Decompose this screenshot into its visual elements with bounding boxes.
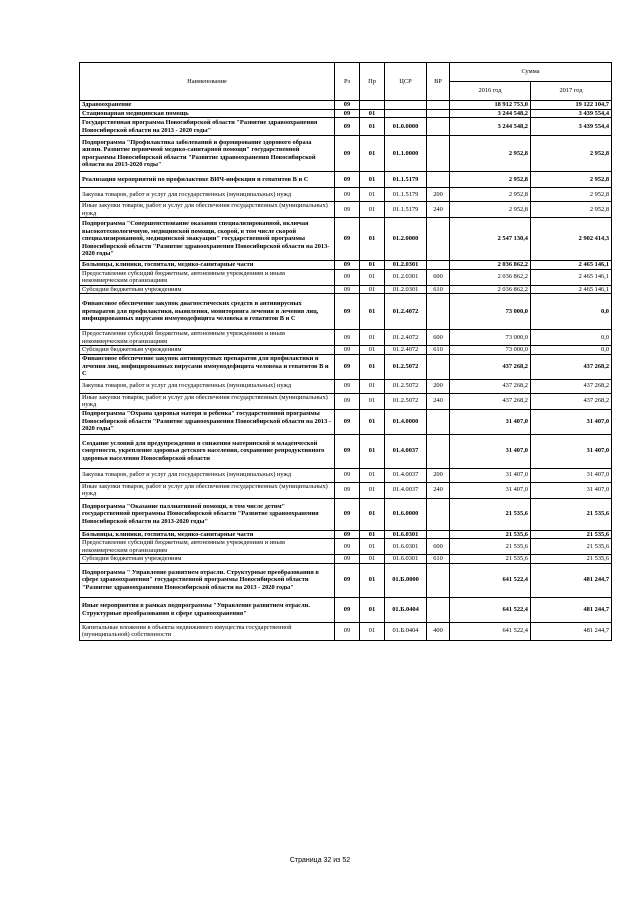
row-csr: 01.4.0037 xyxy=(385,482,427,498)
row-name: Больницы, клиники, госпитали, медико-санитарные части xyxy=(80,530,335,539)
row-value-2016: 2 036 862,2 xyxy=(450,269,531,285)
row-name: Государственная программа Новосибирской области "Развитие здравоохранения Новосибирской области на 2013 - 2020 годы" xyxy=(80,118,335,136)
row-value-2016: 641 522,4 xyxy=(450,563,531,597)
row-rz: 09 xyxy=(335,555,360,564)
row-csr: 01.2.4072 xyxy=(385,330,427,346)
row-vr xyxy=(427,109,450,118)
row-name: Предоставление субсидий бюджетным, автономным учреждениям и иным некоммерческим организациям xyxy=(80,330,335,346)
row-value-2017: 3 439 554,4 xyxy=(531,109,612,118)
row-value-2017: 0,0 xyxy=(531,330,612,346)
row-name: Иные закупки товаров, работ и услуг для обеспечения государственных (муниципальных) нужд xyxy=(80,202,335,218)
row-vr: 240 xyxy=(427,482,450,498)
row-rz: 09 xyxy=(335,409,360,434)
row-rz: 09 xyxy=(335,346,360,355)
header-pr: Пр xyxy=(360,63,385,101)
row-csr: 01.Б.0000 xyxy=(385,563,427,597)
row-vr xyxy=(427,172,450,188)
row-vr: 200 xyxy=(427,188,450,202)
row-csr: 01.6.0301 xyxy=(385,555,427,564)
row-name: Субсидии бюджетным учреждениям xyxy=(80,285,335,294)
row-vr xyxy=(427,563,450,597)
table-row xyxy=(80,468,612,482)
row-csr: 01.6.0301 xyxy=(385,530,427,539)
row-value-2016: 3 244 548,2 xyxy=(450,109,531,118)
table-row xyxy=(80,294,612,330)
row-pr: 01 xyxy=(360,118,385,136)
row-rz: 09 xyxy=(335,354,360,379)
row-rz: 09 xyxy=(335,136,360,172)
row-pr: 01 xyxy=(360,261,385,270)
row-pr: 01 xyxy=(360,539,385,555)
row-value-2016: 21 535,6 xyxy=(450,498,531,530)
row-rz: 09 xyxy=(335,202,360,218)
row-rz: 09 xyxy=(335,269,360,285)
row-name: Предоставление субсидий бюджетным, автономным учреждениям и иным некоммерческим организациям xyxy=(80,269,335,285)
row-csr: 01.1.5179 xyxy=(385,172,427,188)
row-vr: 610 xyxy=(427,346,450,355)
row-value-2017: 2 952,8 xyxy=(531,136,612,172)
row-pr: 01 xyxy=(360,346,385,355)
row-name: Капитальные вложения в объекты недвижимого имущества государственной (муниципальной) собственности xyxy=(80,622,335,640)
row-name: Финансовое обеспечение закупок диагностических средств и антивирусных препаратов для профилактики, выявления, мониторинга лечения и лечения лиц, инфицированных вирусами иммунодефицита человека и гепатитов В и С xyxy=(80,294,335,330)
row-csr: 01.4.0037 xyxy=(385,468,427,482)
table-row xyxy=(80,379,612,393)
row-value-2017: 31 407,0 xyxy=(531,468,612,482)
row-csr xyxy=(385,101,427,110)
row-value-2016: 31 407,0 xyxy=(450,409,531,434)
row-vr xyxy=(427,354,450,379)
row-value-2016: 2 952,8 xyxy=(450,188,531,202)
row-pr: 01 xyxy=(360,354,385,379)
row-csr: 01.Б.0404 xyxy=(385,597,427,622)
header-sum: Сумма xyxy=(450,63,612,82)
header-csr: ЦСР xyxy=(385,63,427,101)
row-name: Подпрограмма "Охрана здоровья матери и ребенка" государственной программы Новосибирской области "Развитие здравоохранения Новосибирской области на 2013 - 2020 годы" xyxy=(80,409,335,434)
table-row xyxy=(80,218,612,261)
row-rz: 09 xyxy=(335,563,360,597)
row-name: Финансовое обеспечение закупок антивирусных препаратов для профилактики и лечения лиц, инфицированных вирусами иммунодефицита человека и гепатитов В и С xyxy=(80,354,335,379)
row-value-2016: 437 268,2 xyxy=(450,393,531,409)
row-pr: 01 xyxy=(360,109,385,118)
table-row xyxy=(80,136,612,172)
row-value-2017: 19 122 104,7 xyxy=(531,101,612,110)
row-vr xyxy=(427,101,450,110)
row-rz: 09 xyxy=(335,597,360,622)
table-row xyxy=(80,482,612,498)
page-number: Страница 32 из 52 xyxy=(289,857,351,864)
row-vr xyxy=(427,294,450,330)
row-value-2017: 2 952,8 xyxy=(531,172,612,188)
row-rz: 09 xyxy=(335,101,360,110)
row-vr xyxy=(427,261,450,270)
row-vr xyxy=(427,218,450,261)
row-value-2016: 21 535,6 xyxy=(450,555,531,564)
row-value-2017: 21 535,6 xyxy=(531,530,612,539)
row-name: Стационарная медицинская помощь xyxy=(80,109,335,118)
row-vr xyxy=(427,118,450,136)
row-value-2017: 2 465 146,1 xyxy=(531,261,612,270)
row-name: Здравоохранение xyxy=(80,101,335,110)
row-name: Субсидии бюджетным учреждениям xyxy=(80,346,335,355)
row-value-2017: 437 268,2 xyxy=(531,393,612,409)
row-vr xyxy=(427,498,450,530)
row-value-2017: 2 465 146,1 xyxy=(531,285,612,294)
row-name: Предоставление субсидий бюджетным, автономным учреждениям и иным некоммерческим организациям xyxy=(80,539,335,555)
row-pr: 01 xyxy=(360,597,385,622)
row-value-2016: 641 522,4 xyxy=(450,597,531,622)
row-rz: 09 xyxy=(335,261,360,270)
row-name: Реализация мероприятий по профилактике ВИЧ-инфекции и гепатитов В и С xyxy=(80,172,335,188)
table-row xyxy=(80,118,612,136)
table-body xyxy=(80,101,612,641)
row-pr: 01 xyxy=(360,188,385,202)
table-row xyxy=(80,172,612,188)
row-pr: 01 xyxy=(360,409,385,434)
table-row xyxy=(80,285,612,294)
row-rz: 09 xyxy=(335,118,360,136)
row-rz: 09 xyxy=(335,330,360,346)
row-pr: 01 xyxy=(360,202,385,218)
row-name: Подпрограмма "Профилактика заболеваний и формирование здорового образа жизни. Развитие первичной медико-санитарной помощи" государственной программы Новосибирской области "Развитие здравоохранения Новосибирской области на 2013-2020 годы" xyxy=(80,136,335,172)
row-rz: 09 xyxy=(335,482,360,498)
table-row xyxy=(80,409,612,434)
row-rz: 09 xyxy=(335,530,360,539)
table-row xyxy=(80,563,612,597)
row-value-2017: 31 407,0 xyxy=(531,482,612,498)
row-name: Субсидии бюджетным учреждениям xyxy=(80,555,335,564)
row-vr: 600 xyxy=(427,539,450,555)
row-value-2016: 2 952,8 xyxy=(450,172,531,188)
table-row xyxy=(80,202,612,218)
row-value-2016: 2 036 862,2 xyxy=(450,285,531,294)
row-value-2017: 2 952,8 xyxy=(531,202,612,218)
row-pr: 01 xyxy=(360,172,385,188)
row-value-2016: 73 000,0 xyxy=(450,346,531,355)
row-value-2017: 2 465 146,1 xyxy=(531,269,612,285)
row-rz: 09 xyxy=(335,539,360,555)
row-vr: 610 xyxy=(427,285,450,294)
row-csr: 01.6.0000 xyxy=(385,498,427,530)
row-name: Иные закупки товаров, работ и услуг для обеспечения государственных (муниципальных) нужд xyxy=(80,482,335,498)
row-vr xyxy=(427,434,450,468)
row-value-2016: 437 268,2 xyxy=(450,354,531,379)
row-value-2016: 31 407,0 xyxy=(450,434,531,468)
row-csr: 01.Б.0404 xyxy=(385,622,427,640)
row-csr: 01.1.0000 xyxy=(385,136,427,172)
row-rz: 09 xyxy=(335,218,360,261)
row-pr: 01 xyxy=(360,530,385,539)
row-name: Подпрограмма "Совершенствование оказания специализированной, включая высокотехнологичную, медицинской помощи, скорой, в том числе скорой специализированной, медицинской эвакуации" государственной программы Новосибирской области "Развитие здравоохранения Новосибирской области на 2013-2020 годы" xyxy=(80,218,335,261)
row-rz: 09 xyxy=(335,379,360,393)
row-value-2017: 3 439 554,4 xyxy=(531,118,612,136)
row-value-2017: 31 407,0 xyxy=(531,434,612,468)
row-value-2017: 437 268,2 xyxy=(531,379,612,393)
row-value-2016: 73 000,0 xyxy=(450,330,531,346)
row-vr xyxy=(427,597,450,622)
table-row xyxy=(80,330,612,346)
row-name: Больницы, клиники, госпитали, медико-санитарные части xyxy=(80,261,335,270)
row-value-2017: 437 268,2 xyxy=(531,354,612,379)
row-value-2017: 31 407,0 xyxy=(531,409,612,434)
row-vr: 600 xyxy=(427,269,450,285)
table-row xyxy=(80,346,612,355)
row-name: Закупка товаров, работ и услуг для государственных (муниципальных) нужд xyxy=(80,468,335,482)
row-value-2017: 2 902 414,3 xyxy=(531,218,612,261)
row-pr: 01 xyxy=(360,218,385,261)
table-row xyxy=(80,539,612,555)
budget-table xyxy=(79,62,612,641)
row-rz: 09 xyxy=(335,468,360,482)
row-value-2017: 481 244,7 xyxy=(531,597,612,622)
row-vr: 200 xyxy=(427,379,450,393)
row-csr: 01.1.5179 xyxy=(385,202,427,218)
row-value-2017: 2 952,8 xyxy=(531,188,612,202)
row-pr: 01 xyxy=(360,555,385,564)
row-name: Подпрограмма " Управление развитием отрасли. Структурные преобразования в сфере здравоохранения" государственной программы Новосибирской области "Развитие здравоохранения Новосибирской области на 2013 - 2020 годы" xyxy=(80,563,335,597)
row-vr: 610 xyxy=(427,555,450,564)
row-pr: 01 xyxy=(360,136,385,172)
row-name: Закупка товаров, работ и услуг для государственных (муниципальных) нужд xyxy=(80,188,335,202)
row-value-2016: 31 407,0 xyxy=(450,468,531,482)
row-pr: 01 xyxy=(360,498,385,530)
row-vr xyxy=(427,530,450,539)
header-vr: ВР xyxy=(427,63,450,101)
row-name: Иные закупки товаров, работ и услуг для обеспечения государственных (муниципальных) нужд xyxy=(80,393,335,409)
row-value-2016: 18 912 753,0 xyxy=(450,101,531,110)
table-row xyxy=(80,622,612,640)
row-value-2016: 31 407,0 xyxy=(450,482,531,498)
row-csr: 01.2.0301 xyxy=(385,261,427,270)
row-pr: 01 xyxy=(360,285,385,294)
table-row xyxy=(80,530,612,539)
row-vr: 200 xyxy=(427,468,450,482)
row-csr: 01.4.0000 xyxy=(385,409,427,434)
row-csr: 01.1.5179 xyxy=(385,188,427,202)
row-pr: 01 xyxy=(360,379,385,393)
table-row xyxy=(80,434,612,468)
row-vr: 240 xyxy=(427,202,450,218)
row-rz: 09 xyxy=(335,393,360,409)
table-row xyxy=(80,555,612,564)
table-row xyxy=(80,354,612,379)
row-rz: 09 xyxy=(335,109,360,118)
row-csr: 01.2.0301 xyxy=(385,285,427,294)
row-rz: 09 xyxy=(335,622,360,640)
row-csr: 01.6.0301 xyxy=(385,539,427,555)
row-value-2016: 2 036 862,2 xyxy=(450,261,531,270)
table-row xyxy=(80,261,612,270)
row-name: Иные мероприятия в рамках подпрограммы "Управление развитием отрасли. Структурные преобразования в сфере здравоохранения" xyxy=(80,597,335,622)
table-row xyxy=(80,498,612,530)
row-value-2017: 0,0 xyxy=(531,294,612,330)
row-value-2016: 2 547 130,4 xyxy=(450,218,531,261)
row-value-2016: 73 000,0 xyxy=(450,294,531,330)
header-2017: 2017 год xyxy=(531,82,612,101)
row-value-2017: 21 535,6 xyxy=(531,498,612,530)
row-pr: 01 xyxy=(360,434,385,468)
row-value-2016: 3 244 548,2 xyxy=(450,118,531,136)
row-pr xyxy=(360,101,385,110)
row-pr: 01 xyxy=(360,468,385,482)
row-value-2017: 481 244,7 xyxy=(531,622,612,640)
row-value-2016: 21 535,6 xyxy=(450,530,531,539)
table-row xyxy=(80,109,612,118)
row-vr: 400 xyxy=(427,622,450,640)
row-value-2016: 437 268,2 xyxy=(450,379,531,393)
row-value-2017: 21 535,6 xyxy=(531,539,612,555)
row-pr: 01 xyxy=(360,269,385,285)
row-pr: 01 xyxy=(360,294,385,330)
row-csr: 01.2.4072 xyxy=(385,294,427,330)
budget-table-container xyxy=(79,62,611,641)
row-value-2017: 0,0 xyxy=(531,346,612,355)
header-name: Наименование xyxy=(80,63,335,101)
row-vr xyxy=(427,136,450,172)
table-row xyxy=(80,393,612,409)
row-csr: 01.2.5072 xyxy=(385,393,427,409)
row-csr: 01.4.0037 xyxy=(385,434,427,468)
row-pr: 01 xyxy=(360,622,385,640)
row-value-2016: 641 522,4 xyxy=(450,622,531,640)
row-vr xyxy=(427,409,450,434)
row-pr: 01 xyxy=(360,393,385,409)
row-name: Создание условий для предупреждения и снижения материнской и младенческой смертности, укрепление здоровья детского населения, сохранение репродуктивного здоровья населения Новосибирской области xyxy=(80,434,335,468)
row-csr: 01.2.4072 xyxy=(385,346,427,355)
row-pr: 01 xyxy=(360,330,385,346)
row-csr: 01.2.0000 xyxy=(385,218,427,261)
row-value-2017: 21 535,6 xyxy=(531,555,612,564)
row-csr: 01.0.0000 xyxy=(385,118,427,136)
row-value-2016: 21 535,6 xyxy=(450,539,531,555)
row-csr: 01.2.0301 xyxy=(385,269,427,285)
row-rz: 09 xyxy=(335,172,360,188)
row-value-2016: 2 952,8 xyxy=(450,202,531,218)
row-rz: 09 xyxy=(335,434,360,468)
row-rz: 09 xyxy=(335,285,360,294)
row-rz: 09 xyxy=(335,498,360,530)
row-value-2016: 2 952,8 xyxy=(450,136,531,172)
table-row xyxy=(80,269,612,285)
row-csr: 01.2.5072 xyxy=(385,354,427,379)
row-pr: 01 xyxy=(360,482,385,498)
row-value-2017: 481 244,7 xyxy=(531,563,612,597)
row-csr: 01.2.5072 xyxy=(385,379,427,393)
row-pr: 01 xyxy=(360,563,385,597)
header-rz: Рз xyxy=(335,63,360,101)
row-rz: 09 xyxy=(335,294,360,330)
row-name: Подпрограмма "Оказание паллиативной помощи, в том числе детям" государственной программы Новосибирской области "Развитие здравоохранения Новосибирской области на 2013-2020 годы" xyxy=(80,498,335,530)
table-row xyxy=(80,188,612,202)
row-rz: 09 xyxy=(335,188,360,202)
row-vr: 600 xyxy=(427,330,450,346)
row-vr: 240 xyxy=(427,393,450,409)
table-row xyxy=(80,597,612,622)
row-name: Закупка товаров, работ и услуг для государственных (муниципальных) нужд xyxy=(80,379,335,393)
header-2016: 2016 год xyxy=(450,82,531,101)
table-row xyxy=(80,101,612,110)
row-csr xyxy=(385,109,427,118)
